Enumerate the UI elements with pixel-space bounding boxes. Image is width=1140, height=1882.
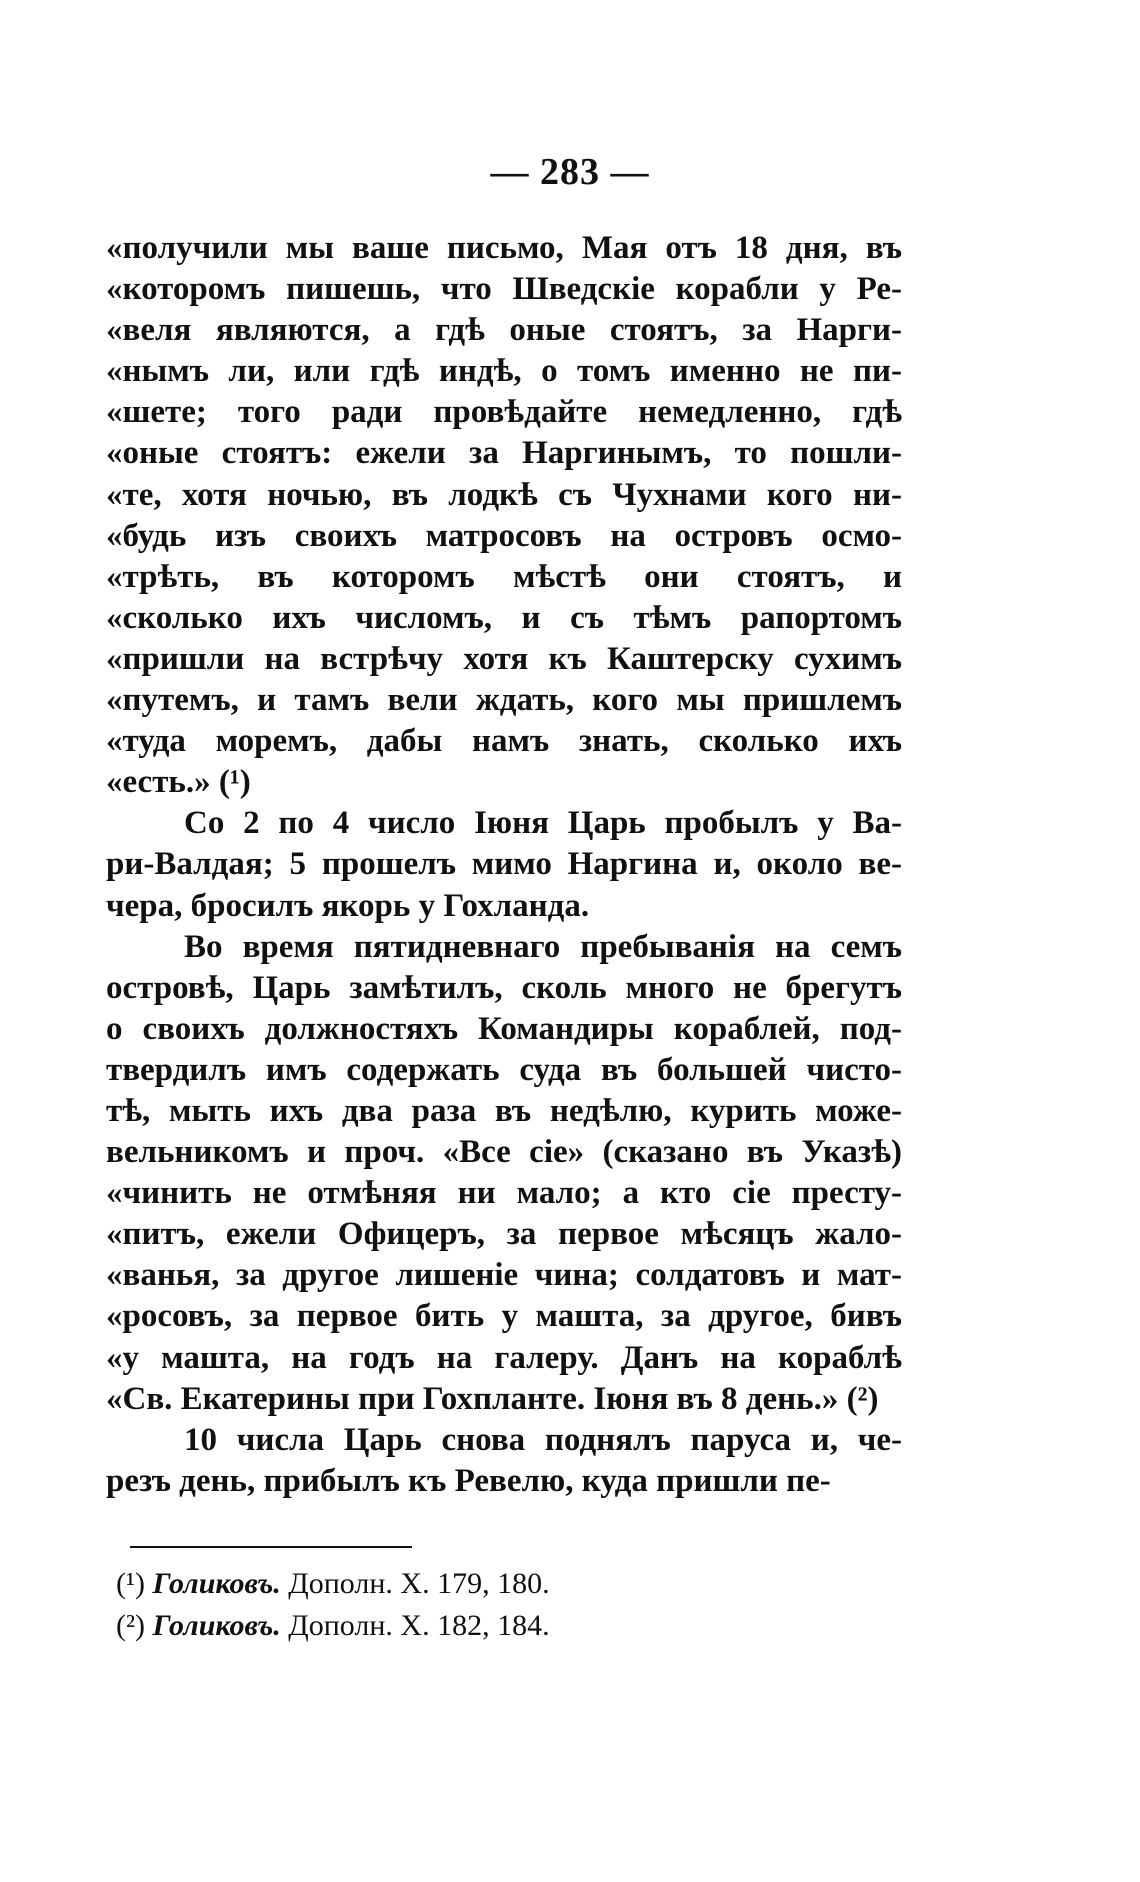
- text-line: «росовъ, за первое бить у машта, за другое, бивъ: [106, 1298, 902, 1335]
- text-line: 10 числа Царь снова поднялъ паруса и, че-: [184, 1421, 902, 1458]
- footnote: [116, 1563, 816, 1605]
- text-line: «Св. Екатерины при Гохпланте. Іюня въ 8 день.» (²): [106, 1380, 879, 1417]
- text-line: «получили мы ваше письмо, Мая отъ 18 дня, въ: [106, 230, 902, 266]
- footnotes: [116, 1563, 816, 1647]
- text-line: «которомъ пишешь, что Шведскіе корабли у Ре-: [106, 271, 902, 308]
- text-line: «веля являются, а гдѣ оные стоятъ, за Нарги-: [106, 312, 902, 349]
- text-line: тѣ, мыть ихъ два раза въ недѣлю, курить може-: [106, 1092, 902, 1129]
- text-line: «путемъ, и тамъ вели ждать, кого мы пришлемъ: [106, 682, 902, 719]
- text-line: «пришли на встрѣчу хотя къ Каштерску сухимъ: [106, 640, 902, 677]
- text-line: Во время пятидневнаго пребыванія на семъ: [184, 928, 902, 965]
- footnote-separator: [130, 1546, 412, 1548]
- text-line: «питъ, ежели Офицеръ, за первое мѣсяцъ жало-: [106, 1216, 902, 1253]
- text-line: «оные стоятъ: ежели за Наргинымъ, то пошли-: [106, 435, 902, 472]
- text-line: «у машта, на годъ на галеру. Данъ на кораблѣ: [106, 1339, 902, 1376]
- text-line: «сколько ихъ числомъ, и съ тѣмъ рапортомъ: [106, 599, 902, 636]
- text-line: «туда моремъ, дабы намъ знать, сколько ихъ: [106, 723, 902, 760]
- text-line: «есть.» (¹): [106, 764, 251, 801]
- page-number: — 283 —: [490, 151, 650, 193]
- text-line: резъ день, прибылъ къ Ревелю, куда пришли пе-: [106, 1462, 831, 1499]
- body-text: [106, 228, 902, 1502]
- text-line: «трѣть, въ которомъ мѣстѣ они стоятъ, и: [106, 558, 902, 595]
- text-line: Со 2 по 4 число Іюня Царь пробылъ у Ва-: [184, 805, 902, 842]
- paragraph: [106, 1420, 902, 1502]
- footnote-author: Голиковъ.: [152, 1567, 281, 1600]
- text-line: «нымъ ли, или гдѣ индѣ, о томъ именно не пи-: [106, 353, 902, 390]
- text-line: островѣ, Царь замѣтилъ, сколь много не брегутъ: [106, 969, 902, 1006]
- text-line: ри-Валдая; 5 прошелъ мимо Наргина и, около ве-: [106, 846, 902, 883]
- paragraph: [106, 803, 902, 926]
- footnote-mark: (²): [116, 1609, 145, 1642]
- footnote-mark: (¹): [116, 1567, 145, 1600]
- text-line: «шете; того ради провѣдайте немедленно, гдѣ: [106, 394, 902, 431]
- footnote: [116, 1605, 816, 1647]
- text-line: «будь изъ своихъ матросовъ на островъ осмо-: [106, 517, 902, 554]
- footnote-reference: Дополн. X. 179, 180.: [288, 1567, 550, 1600]
- footnote-reference: Дополн. X. 182, 184.: [288, 1609, 550, 1642]
- paragraph: [106, 927, 902, 1420]
- text-line: твердилъ имъ содержать суда въ большей чисто-: [106, 1051, 902, 1088]
- text-line: вельникомъ и проч. «Все сіе» (сказано въ Указѣ): [106, 1134, 902, 1171]
- text-line: «чинить не отмѣняя ни мало; а кто сіе престу-: [106, 1175, 902, 1212]
- text-line: чера, бросилъ якорь у Гохланда.: [106, 887, 590, 924]
- paragraph: [106, 228, 902, 803]
- text-line: о своихъ должностяхъ Командиры кораблей, под-: [106, 1010, 902, 1047]
- footnote-author: Голиковъ.: [152, 1609, 281, 1642]
- text-line: «те, хотя ночью, въ лодкѣ съ Чухнами кого ни-: [106, 476, 902, 513]
- text-line: «ванья, за другое лишеніе чина; солдатовъ и мат-: [106, 1257, 902, 1294]
